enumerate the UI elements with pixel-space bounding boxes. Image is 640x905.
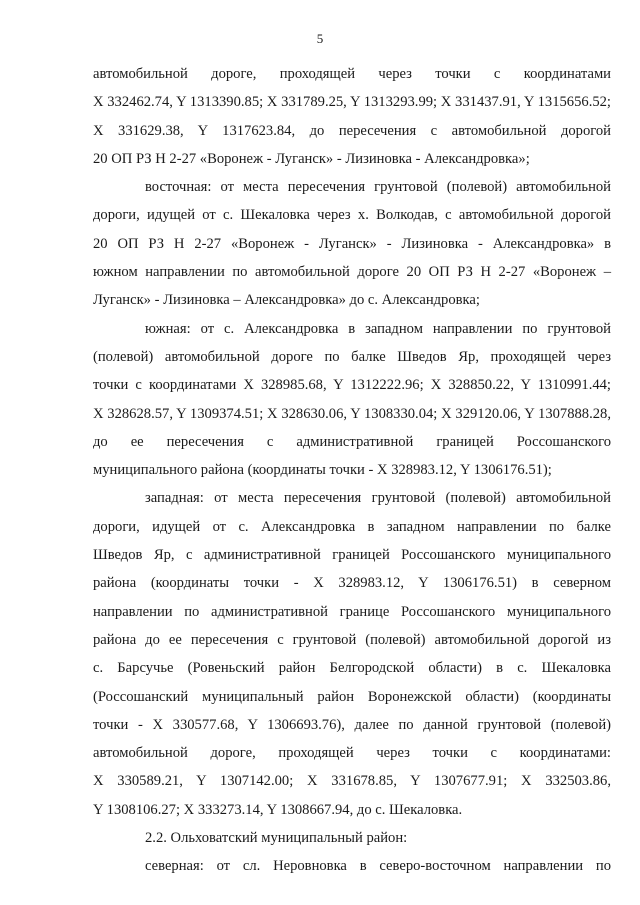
text-line: X 332462.74, Y 1313390.85; X 331789.25, Y 1313293.99; X 331437.91, Y 1315656.52; — [93, 94, 611, 111]
paragraph-north-olkhovatsky — [93, 852, 611, 880]
text-line: автомобильной дороге, проходящей через точки с координатами — [93, 66, 611, 82]
text-line: 20 ОП РЗ Н 2-27 «Воронеж - Луганск» - Лизиновка - Александровка» в — [93, 235, 611, 252]
text-line: района (координаты точки - X 328983.12, Y 1306176.51) в северном — [93, 575, 611, 592]
text-line: северная: от сл. Неровновка в северо-восточном направлении по — [145, 858, 611, 875]
page-number: 5 — [316, 31, 324, 46]
text-line: точки - X 330577.68, Y 1306693.76), далее по данной грунтовой (полевой) — [93, 716, 611, 733]
document-body — [93, 60, 611, 881]
text-line: дороги, идущей от с. Александровка в западном направлении по балке — [93, 518, 611, 535]
section-heading-olkhovatsky — [93, 824, 611, 852]
text-line: точки с координатами X 328985.68, Y 1312222.96; X 328850.22, Y 1310991.44; — [93, 377, 611, 394]
text-line: дороги, идущей от с. Шекаловка через х. Волкодав, с автомобильной дорогой — [93, 207, 611, 224]
text-line: Шведов Яр, с административной границей Россошанского муниципального — [93, 547, 611, 564]
text-line: муниципального района (координаты точки - X 328983.12, Y 1306176.51); — [93, 462, 552, 479]
text-line: (полевой) автомобильной дороге по балке Шведов Яр, проходящей через — [93, 348, 611, 365]
text-line: западная: от места пересечения грунтовой (полевой) автомобильной — [145, 490, 611, 507]
text-line: X 328628.57, Y 1309374.51; X 328630.06, Y 1308330.04; X 329120.06, Y 1307888.28, — [93, 405, 611, 422]
text-line: южная: от с. Александровка в западном направлении по грунтовой — [145, 320, 611, 337]
text-line: X 331629.38, Y 1317623.84, до пересечения с автомобильной дорогой — [93, 122, 611, 139]
text-line: 20 ОП РЗ Н 2-27 «Воронеж - Луганск» - Лизиновка - Александровка»; — [93, 150, 530, 167]
text-line: (Россошанский муниципальный район Воронежской области) (координаты — [93, 688, 611, 705]
text-line: восточная: от места пересечения грунтовой (полевой) автомобильной — [145, 179, 611, 196]
paragraph-east — [93, 173, 611, 314]
paragraph-south — [93, 315, 611, 485]
text-line: до ее пересечения с административной границей Россошанского — [93, 433, 611, 450]
paragraph-west — [93, 484, 611, 824]
text-line: Y 1308106.27; X 333273.14, Y 1308667.94, до с. Шекаловка. — [93, 801, 463, 818]
text-line: южном направлении по автомобильной дороге 20 ОП РЗ Н 2-27 «Воронеж – — [93, 264, 611, 281]
text-line: направлении по административной границе Россошанского муниципального — [93, 603, 611, 620]
text-line: Луганск» - Лизиновка – Александровка» до с. Александровка; — [93, 292, 480, 309]
text-line: автомобильной дороге, проходящей через точки с координатами: — [93, 745, 611, 762]
text-line: X 330589.21, Y 1307142.00; X 331678.85, Y 1307677.91; X 332503.86, — [93, 773, 611, 790]
text-line: 2.2. Ольховатский муниципальный район: — [145, 830, 408, 847]
paragraph-north-continuation — [93, 60, 611, 173]
text-line: с. Барсучье (Ровеньский район Белгородской области) в с. Шекаловка — [93, 660, 611, 677]
text-line: района до ее пересечения с грунтовой (полевой) автомобильной дорогой из — [93, 631, 611, 648]
